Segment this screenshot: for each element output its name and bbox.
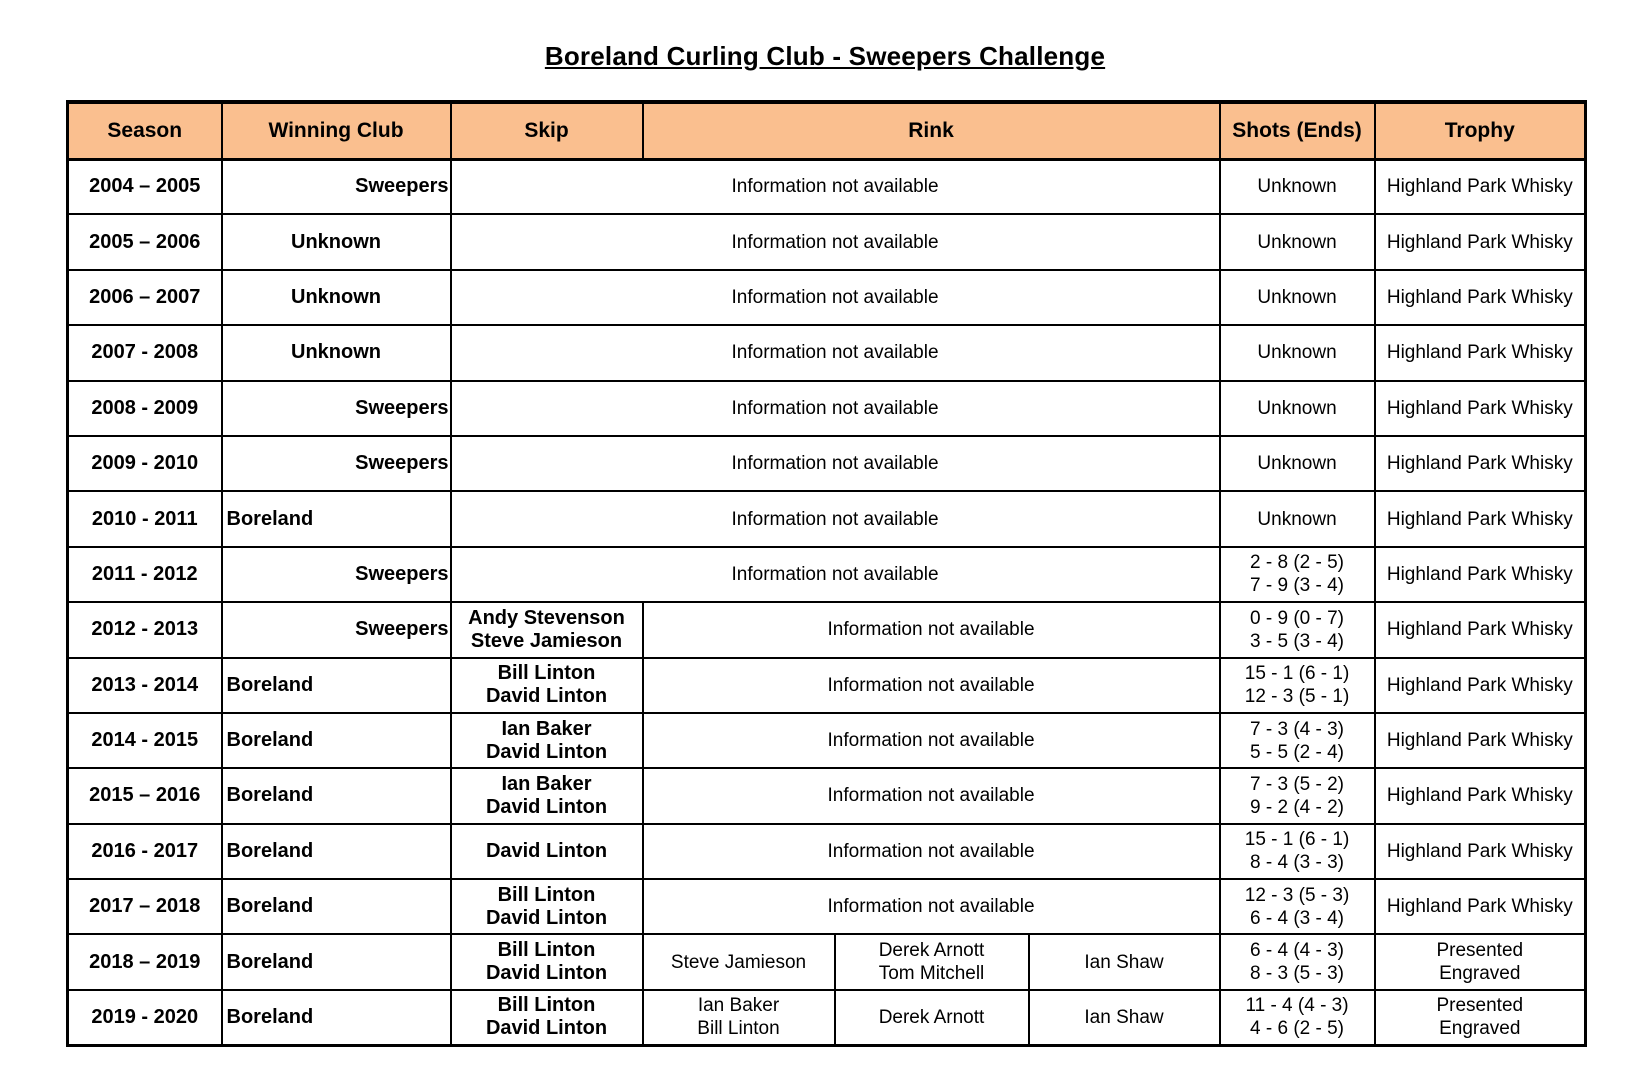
winning-club-cell: Boreland [222, 658, 451, 713]
shots-ends-cell: 0 - 9 (0 - 7) 3 - 5 (3 - 4) [1220, 602, 1375, 657]
skip-cell: Bill Linton David Linton [451, 879, 643, 934]
winning-club-cell: Sweepers [222, 159, 451, 214]
winning-club-cell: Boreland [222, 768, 451, 823]
shots-ends-cell: Unknown [1220, 270, 1375, 325]
table-row [68, 325, 1586, 380]
season-cell: 2014 - 2015 [68, 713, 222, 768]
trophy-cell: Presented Engraved [1375, 934, 1586, 989]
info-not-available-cell: Information not available [643, 879, 1220, 934]
shots-ends-cell: 7 - 3 (5 - 2) 9 - 2 (4 - 2) [1220, 768, 1375, 823]
table-row [68, 270, 1586, 325]
skip-cell: David Linton [451, 824, 643, 879]
header-winning-club: Winning Club [222, 102, 451, 159]
info-not-available-cell: Information not available [643, 713, 1220, 768]
trophy-cell: Highland Park Whisky [1375, 436, 1586, 491]
skip-cell: Bill Linton David Linton [451, 934, 643, 989]
trophy-cell: Highland Park Whisky [1375, 381, 1586, 436]
winning-club-cell: Sweepers [222, 547, 451, 602]
trophy-cell: Highland Park Whisky [1375, 713, 1586, 768]
season-cell: 2019 - 2020 [68, 990, 222, 1045]
page-title: Boreland Curling Club - Sweepers Challenge [544, 41, 1106, 71]
winning-club-cell: Boreland [222, 990, 451, 1045]
shots-ends-cell: Unknown [1220, 159, 1375, 214]
season-cell: 2016 - 2017 [68, 824, 222, 879]
shots-ends-cell: 7 - 3 (4 - 3) 5 - 5 (2 - 4) [1220, 713, 1375, 768]
rink-member-cell: Steve Jamieson [643, 934, 835, 989]
table-row [68, 824, 1586, 879]
winning-club-cell: Boreland [222, 713, 451, 768]
table-body [68, 159, 1586, 1045]
shots-ends-cell: 11 - 4 (4 - 3) 4 - 6 (2 - 5) [1220, 990, 1375, 1045]
table-row [68, 381, 1586, 436]
winning-club-cell: Sweepers [222, 436, 451, 491]
season-cell: 2010 - 2011 [68, 491, 222, 546]
season-cell: 2008 - 2009 [68, 381, 222, 436]
skip-cell: Bill Linton David Linton [451, 990, 643, 1045]
season-cell: 2005 – 2006 [68, 214, 222, 269]
table-row [68, 491, 1586, 546]
trophy-cell: Presented Engraved [1375, 990, 1586, 1045]
shots-ends-cell: Unknown [1220, 491, 1375, 546]
trophy-cell: Highland Park Whisky [1375, 824, 1586, 879]
shots-ends-cell: Unknown [1220, 214, 1375, 269]
info-not-available-cell: Information not available [451, 270, 1220, 325]
winning-club-cell: Sweepers [222, 381, 451, 436]
info-not-available-cell: Information not available [643, 768, 1220, 823]
skip-cell: Ian Baker David Linton [451, 768, 643, 823]
shots-ends-cell: Unknown [1220, 325, 1375, 380]
trophy-cell: Highland Park Whisky [1375, 214, 1586, 269]
season-cell: 2009 - 2010 [68, 436, 222, 491]
shots-ends-cell: 12 - 3 (5 - 3) 6 - 4 (3 - 4) [1220, 879, 1375, 934]
info-not-available-cell: Information not available [451, 547, 1220, 602]
table-row [68, 658, 1586, 713]
shots-ends-cell: Unknown [1220, 381, 1375, 436]
trophy-cell: Highland Park Whisky [1375, 547, 1586, 602]
header-skip: Skip [451, 102, 643, 159]
table-row [68, 602, 1586, 657]
shots-ends-cell: 6 - 4 (4 - 3) 8 - 3 (5 - 3) [1220, 934, 1375, 989]
trophy-cell: Highland Park Whisky [1375, 159, 1586, 214]
season-cell: 2006 – 2007 [68, 270, 222, 325]
season-cell: 2011 - 2012 [68, 547, 222, 602]
winning-club-cell: Boreland [222, 824, 451, 879]
rink-member-cell: Ian Shaw [1029, 990, 1220, 1045]
season-cell: 2017 – 2018 [68, 879, 222, 934]
header-rink: Rink [643, 102, 1220, 159]
rink-member-cell: Derek Arnott [835, 990, 1029, 1045]
shots-ends-cell: 15 - 1 (6 - 1) 12 - 3 (5 - 1) [1220, 658, 1375, 713]
table-row [68, 768, 1586, 823]
table-row [68, 879, 1586, 934]
table-row [68, 990, 1586, 1045]
info-not-available-cell: Information not available [451, 214, 1220, 269]
info-not-available-cell: Information not available [451, 381, 1220, 436]
season-cell: 2015 – 2016 [68, 768, 222, 823]
info-not-available-cell: Information not available [451, 436, 1220, 491]
shots-ends-cell: 15 - 1 (6 - 1) 8 - 4 (3 - 3) [1220, 824, 1375, 879]
header-trophy: Trophy [1375, 102, 1586, 159]
shots-ends-cell: 2 - 8 (2 - 5) 7 - 9 (3 - 4) [1220, 547, 1375, 602]
table-row [68, 547, 1586, 602]
trophy-cell: Highland Park Whisky [1375, 768, 1586, 823]
trophy-cell: Highland Park Whisky [1375, 325, 1586, 380]
skip-cell: Bill Linton David Linton [451, 658, 643, 713]
trophy-cell: Highland Park Whisky [1375, 879, 1586, 934]
season-cell: 2004 – 2005 [68, 159, 222, 214]
table-row [68, 159, 1586, 214]
shots-ends-cell: Unknown [1220, 436, 1375, 491]
info-not-available-cell: Information not available [643, 602, 1220, 657]
winning-club-cell: Unknown [222, 270, 451, 325]
winning-club-cell: Sweepers [222, 602, 451, 657]
info-not-available-cell: Information not available [451, 491, 1220, 546]
winning-club-cell: Unknown [222, 214, 451, 269]
rink-member-cell: Ian Baker Bill Linton [643, 990, 835, 1045]
rink-member-cell: Ian Shaw [1029, 934, 1220, 989]
table-row [68, 436, 1586, 491]
skip-cell: Andy Stevenson Steve Jamieson [451, 602, 643, 657]
table-row [68, 214, 1586, 269]
sweepers-challenge-table [66, 100, 1587, 1047]
season-cell: 2018 – 2019 [68, 934, 222, 989]
table-row [68, 934, 1586, 989]
trophy-cell: Highland Park Whisky [1375, 602, 1586, 657]
header-shots-ends: Shots (Ends) [1220, 102, 1375, 159]
season-cell: 2012 - 2013 [68, 602, 222, 657]
season-cell: 2013 - 2014 [68, 658, 222, 713]
header-season: Season [68, 102, 222, 159]
info-not-available-cell: Information not available [451, 325, 1220, 380]
header-row [68, 102, 1586, 159]
trophy-cell: Highland Park Whisky [1375, 270, 1586, 325]
trophy-cell: Highland Park Whisky [1375, 491, 1586, 546]
table-row [68, 713, 1586, 768]
info-not-available-cell: Information not available [643, 824, 1220, 879]
winning-club-cell: Boreland [222, 491, 451, 546]
trophy-cell: Highland Park Whisky [1375, 658, 1586, 713]
winning-club-cell: Unknown [222, 325, 451, 380]
info-not-available-cell: Information not available [451, 159, 1220, 214]
season-cell: 2007 - 2008 [68, 325, 222, 380]
skip-cell: Ian Baker David Linton [451, 713, 643, 768]
info-not-available-cell: Information not available [643, 658, 1220, 713]
winning-club-cell: Boreland [222, 879, 451, 934]
rink-member-cell: Derek Arnott Tom Mitchell [835, 934, 1029, 989]
winning-club-cell: Boreland [222, 934, 451, 989]
